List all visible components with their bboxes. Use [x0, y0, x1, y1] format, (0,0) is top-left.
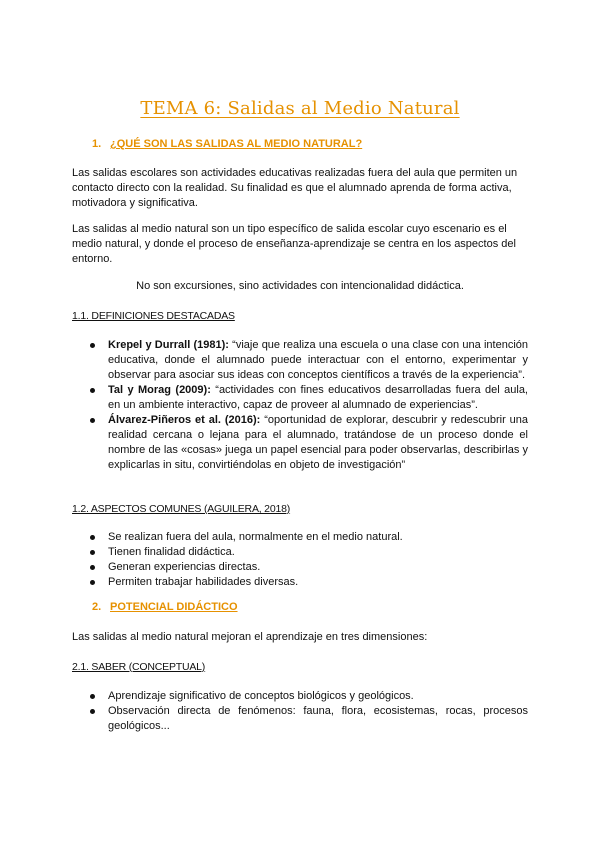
- list-item: [90, 413, 528, 473]
- section-1-paragraph-1: Las salidas escolares son actividades educativas realizadas fuera del aula que permiten un contacto directo con la realidad. Su finalidad es que el alumnado aprenda de forma activa, motivadora y significativa.: [72, 167, 518, 209]
- list-item: Tienen finalidad didáctica.: [90, 545, 528, 560]
- section-1-paragraph-3: No son excursiones, sino actividades con intencionalidad didáctica.: [136, 280, 464, 292]
- section-1-paragraph-2: Las salidas al medio natural son un tipo específico de salida escolar cuyo escenario es el medio natural, y donde el proceso de enseñanza-aprendizaje se centra en los aspectos del entorno.: [72, 223, 516, 265]
- page-title: TEMA 6: Salidas al Medio Natural: [140, 98, 460, 119]
- section-1-heading: [92, 138, 362, 150]
- definitions-list: [90, 338, 528, 473]
- subsection-1-1-heading: 1.1. DEFINICIONES DESTACADAS: [72, 310, 235, 322]
- subsection-2-1-heading: 2.1. SABER (CONCEPTUAL): [72, 661, 206, 673]
- definition-text: “oportunidad de explorar, descubrir y redescubrir una realidad cercana o lejana para el alumnado, tratándose de un proceso donde el nombre de las «cosas» juega un papel esencial para poder observarlas, describirlas y explicarlas in situ, convirtiéndolas en objeto de investigación”: [108, 414, 528, 471]
- definition-author: Álvarez-Piñeros et al. (2016):: [108, 414, 261, 426]
- definition-author: Tal y Morag (2009):: [108, 384, 211, 396]
- section-1-title: ¿QUÉ SON LAS SALIDAS AL MEDIO NATURAL?: [110, 138, 363, 150]
- definition-text: “actividades con fines educativos desarrolladas fuera del aula, en un ambiente interactivo, capaz de proveer al alumnado de experiencias”.: [108, 384, 528, 411]
- definition-text: “viaje que realiza una escuela o una clase con una intención educativa, donde el alumnado puede interactuar con el entorno, experimentar y observar para asociar sus ideas con conceptos científicos a través de la experiencia”.: [108, 339, 529, 381]
- saber-list: [90, 689, 528, 734]
- common-aspects-list: [90, 530, 528, 590]
- section-2-number: 2.: [92, 601, 102, 613]
- list-item: [90, 383, 528, 413]
- list-item: Se realizan fuera del aula, normalmente en el medio natural.: [90, 530, 528, 545]
- list-item: Generan experiencias directas.: [90, 560, 528, 575]
- definition-author: Krepel y Durrall (1981):: [108, 339, 229, 351]
- section-1-number: 1.: [92, 138, 102, 150]
- list-item: Observación directa de fenómenos: fauna, flora, ecosistemas, rocas, procesos geológicos...: [90, 704, 528, 734]
- list-item: [90, 338, 528, 383]
- subsection-1-2-heading: 1.2. ASPECTOS COMUNES (AGUILERA, 2018): [72, 503, 291, 515]
- list-item: Permiten trabajar habilidades diversas.: [90, 575, 528, 590]
- section-2-title: POTENCIAL DIDÁCTICO: [110, 601, 238, 613]
- section-2-paragraph-1: Las salidas al medio natural mejoran el aprendizaje en tres dimensiones:: [72, 631, 428, 643]
- list-item: Aprendizaje significativo de conceptos biológicos y geológicos.: [90, 689, 528, 704]
- section-2-heading: [92, 601, 238, 613]
